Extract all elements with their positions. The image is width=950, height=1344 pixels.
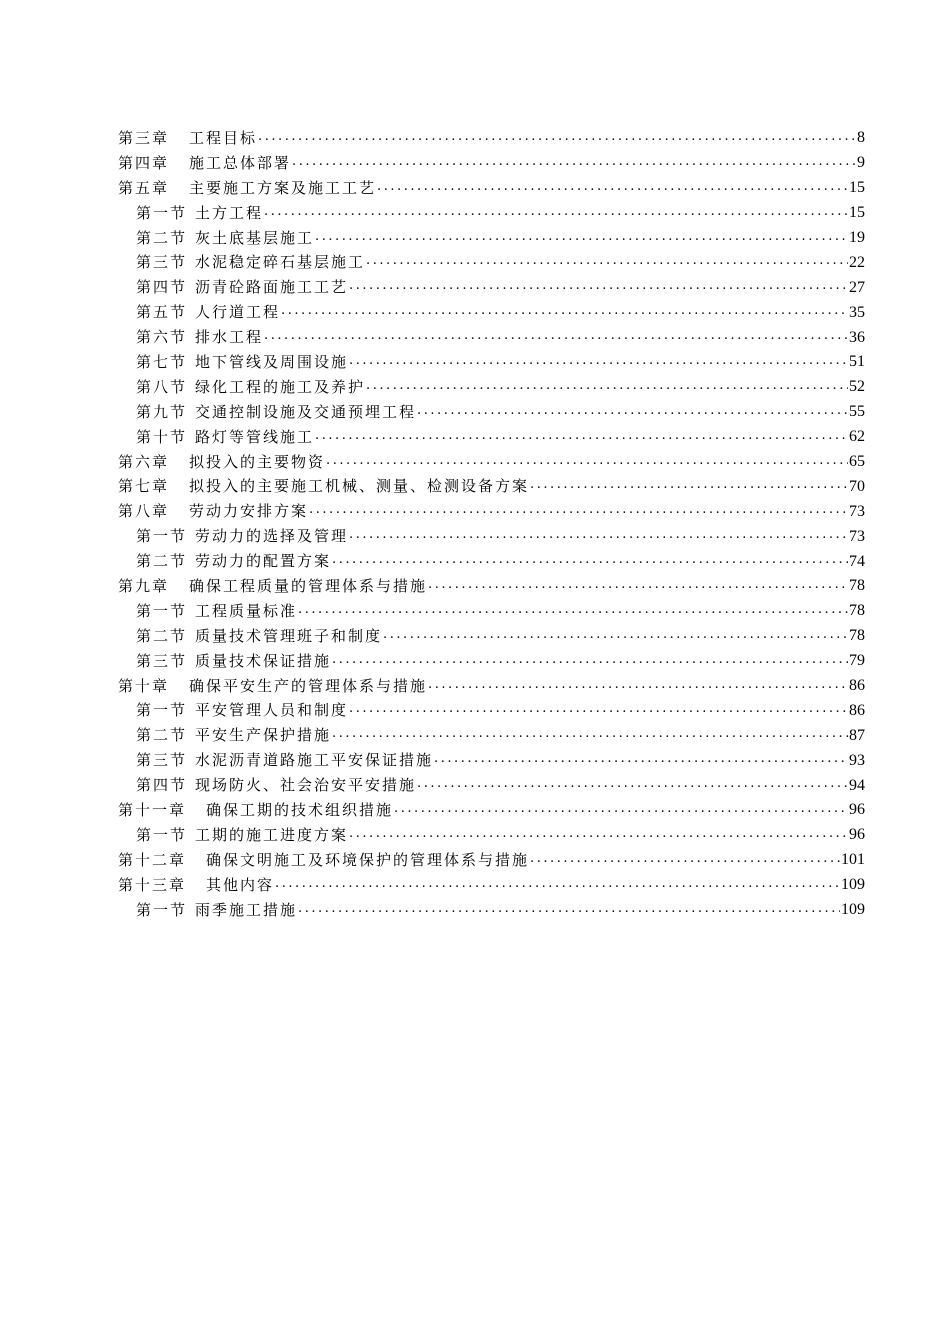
toc-entry-title: 绿化工程的施工及养护 bbox=[195, 377, 366, 396]
toc-entry-title: 灰土底基层施工 bbox=[195, 228, 315, 247]
toc-entry-page-number: 101 bbox=[841, 851, 865, 869]
toc-entry-page-number: 51 bbox=[849, 353, 865, 371]
toc-entry-title: 平安管理人员和制度 bbox=[195, 701, 349, 720]
toc-entry-page-number: 36 bbox=[849, 328, 865, 346]
toc-entry-section[interactable] bbox=[118, 201, 865, 226]
toc-entry-number: 第七章 bbox=[118, 477, 170, 496]
toc-entry-number: 第二节 bbox=[136, 552, 188, 571]
dot-leader bbox=[349, 354, 848, 371]
toc-entry-page-number: 35 bbox=[849, 303, 865, 321]
toc-entry-page-number: 15 bbox=[849, 179, 865, 197]
toc-entry-page-number: 8 bbox=[857, 129, 865, 147]
toc-entry-chapter[interactable] bbox=[118, 574, 865, 599]
toc-entry-number: 第一节 bbox=[136, 203, 188, 222]
dot-leader bbox=[349, 827, 848, 844]
dot-leader bbox=[326, 454, 848, 471]
dot-leader bbox=[349, 702, 848, 719]
toc-entry-number: 第九章 bbox=[118, 576, 170, 595]
toc-entry-title: 人行道工程 bbox=[195, 303, 281, 322]
dot-leader bbox=[366, 379, 848, 396]
toc-entry-title: 拟投入的主要施工机械、测量、检测设备方案 bbox=[189, 477, 530, 496]
dot-leader bbox=[315, 230, 848, 247]
toc-entry-title: 工程质量标准 bbox=[195, 601, 298, 620]
toc-entry-section[interactable] bbox=[118, 275, 865, 300]
toc-entry-number: 第一节 bbox=[136, 527, 188, 546]
toc-entry-title: 排水工程 bbox=[195, 328, 264, 347]
toc-entry-number: 第一节 bbox=[136, 701, 188, 720]
toc-entry-page-number: 87 bbox=[849, 726, 865, 744]
toc-entry-title: 质量技术保证措施 bbox=[195, 651, 332, 670]
dot-leader bbox=[281, 304, 848, 321]
toc-entry-number: 第十节 bbox=[136, 427, 188, 446]
dot-leader bbox=[366, 254, 848, 271]
toc-entry-number: 第三章 bbox=[118, 128, 170, 147]
toc-entry-chapter[interactable] bbox=[118, 151, 865, 176]
toc-entry-section[interactable] bbox=[118, 350, 865, 375]
toc-entry-number: 第十三章 bbox=[118, 875, 187, 894]
toc-entry-title: 沥青砼路面施工工艺 bbox=[195, 278, 349, 297]
toc-entry-title: 交通控制设施及交通预埋工程 bbox=[195, 402, 417, 421]
toc-entry-number: 第五章 bbox=[118, 178, 170, 197]
toc-entry-section[interactable] bbox=[118, 325, 865, 350]
toc-entry-title: 土方工程 bbox=[195, 203, 264, 222]
toc-entry-page-number: 109 bbox=[841, 901, 865, 919]
table-of-contents bbox=[118, 126, 865, 923]
dot-leader bbox=[349, 528, 848, 545]
toc-entry-page-number: 73 bbox=[849, 502, 865, 520]
toc-entry-page-number: 62 bbox=[849, 428, 865, 446]
toc-entry-page-number: 109 bbox=[841, 876, 865, 894]
toc-entry-title: 路灯等管线施工 bbox=[195, 427, 315, 446]
dot-leader bbox=[258, 130, 856, 147]
toc-entry-title: 现场防火、社会治安平安措施 bbox=[195, 776, 417, 795]
dot-leader bbox=[309, 503, 848, 520]
toc-entry-page-number: 52 bbox=[849, 378, 865, 396]
toc-entry-number: 第三节 bbox=[136, 651, 188, 670]
toc-entry-number: 第十二章 bbox=[118, 850, 187, 869]
toc-entry-title: 拟投入的主要物资 bbox=[189, 452, 326, 471]
dot-leader bbox=[349, 279, 848, 296]
toc-entry-page-number: 55 bbox=[849, 403, 865, 421]
toc-entry-number: 第五节 bbox=[136, 303, 188, 322]
toc-entry-section[interactable] bbox=[118, 250, 865, 275]
toc-entry-chapter[interactable] bbox=[118, 499, 865, 524]
toc-entry-title: 雨季施工措施 bbox=[195, 900, 298, 919]
toc-entry-section[interactable] bbox=[118, 698, 865, 723]
toc-entry-section[interactable] bbox=[118, 624, 865, 649]
toc-entry-page-number: 65 bbox=[849, 453, 865, 471]
toc-entry-page-number: 96 bbox=[849, 801, 865, 819]
toc-entry-page-number: 93 bbox=[849, 751, 865, 769]
toc-entry-number: 第四章 bbox=[118, 153, 170, 172]
toc-entry-chapter[interactable] bbox=[118, 848, 865, 873]
toc-entry-page-number: 86 bbox=[849, 701, 865, 719]
toc-entry-section[interactable] bbox=[118, 773, 865, 798]
dot-leader bbox=[275, 877, 840, 894]
toc-entry-number: 第一节 bbox=[136, 900, 188, 919]
toc-entry-number: 第二节 bbox=[136, 726, 188, 745]
toc-entry-number: 第八节 bbox=[136, 377, 188, 396]
toc-entry-section[interactable] bbox=[118, 748, 865, 773]
toc-entry-section[interactable] bbox=[118, 649, 865, 674]
toc-entry-number: 第七节 bbox=[136, 352, 188, 371]
toc-entry-number: 第四节 bbox=[136, 278, 188, 297]
toc-entry-title: 确保工程质量的管理体系与措施 bbox=[189, 576, 428, 595]
toc-entry-chapter[interactable] bbox=[118, 798, 865, 823]
toc-entry-number: 第六章 bbox=[118, 452, 170, 471]
toc-entry-chapter[interactable] bbox=[118, 126, 865, 151]
toc-entry-title: 劳动力的配置方案 bbox=[195, 552, 332, 571]
dot-leader bbox=[298, 902, 840, 919]
dot-leader bbox=[530, 852, 840, 869]
toc-entry-number: 第一节 bbox=[136, 601, 188, 620]
toc-entry-number: 第八章 bbox=[118, 502, 170, 521]
toc-entry-section[interactable] bbox=[118, 723, 865, 748]
toc-entry-chapter[interactable] bbox=[118, 474, 865, 499]
toc-entry-title: 主要施工方案及施工工艺 bbox=[189, 178, 377, 197]
toc-entry-number: 第十一章 bbox=[118, 800, 187, 819]
toc-entry-section[interactable] bbox=[118, 300, 865, 325]
toc-entry-number: 第九节 bbox=[136, 402, 188, 421]
dot-leader bbox=[417, 404, 848, 421]
toc-entry-title: 其他内容 bbox=[206, 875, 275, 894]
toc-entry-chapter[interactable] bbox=[118, 450, 865, 475]
toc-entry-section[interactable] bbox=[118, 375, 865, 400]
toc-entry-page-number: 70 bbox=[849, 477, 865, 495]
toc-entry-page-number: 78 bbox=[849, 602, 865, 620]
toc-entry-page-number: 96 bbox=[849, 826, 865, 844]
dot-leader bbox=[530, 478, 848, 495]
toc-entry-number: 第二节 bbox=[136, 626, 188, 645]
toc-entry-section[interactable] bbox=[118, 524, 865, 549]
toc-entry-section[interactable] bbox=[118, 898, 865, 923]
toc-entry-page-number: 86 bbox=[849, 677, 865, 695]
toc-entry-page-number: 94 bbox=[849, 776, 865, 794]
toc-entry-section[interactable] bbox=[118, 599, 865, 624]
toc-entry-section[interactable] bbox=[118, 823, 865, 848]
toc-entry-title: 劳动力的选择及管理 bbox=[195, 527, 349, 546]
toc-entry-page-number: 78 bbox=[849, 627, 865, 645]
toc-entry-section[interactable] bbox=[118, 400, 865, 425]
dot-leader bbox=[332, 727, 848, 744]
toc-entry-title: 质量技术管理班子和制度 bbox=[195, 626, 383, 645]
toc-entry-chapter[interactable] bbox=[118, 674, 865, 699]
toc-entry-page-number: 9 bbox=[857, 154, 865, 172]
toc-entry-title: 确保文明施工及环境保护的管理体系与措施 bbox=[206, 850, 530, 869]
toc-entry-chapter[interactable] bbox=[118, 873, 865, 898]
toc-entry-page-number: 78 bbox=[849, 577, 865, 595]
dot-leader bbox=[394, 802, 848, 819]
dot-leader bbox=[298, 603, 848, 620]
toc-entry-title: 劳动力安排方案 bbox=[189, 502, 309, 521]
dot-leader bbox=[377, 180, 848, 197]
dot-leader bbox=[428, 678, 848, 695]
toc-entry-title: 平安生产保护措施 bbox=[195, 726, 332, 745]
toc-entry-number: 第三节 bbox=[136, 253, 188, 272]
toc-entry-number: 第二节 bbox=[136, 228, 188, 247]
dot-leader bbox=[264, 329, 848, 346]
dot-leader bbox=[383, 628, 848, 645]
toc-entry-title: 工程目标 bbox=[189, 128, 258, 147]
toc-entry-section[interactable] bbox=[118, 226, 865, 251]
toc-entry-page-number: 73 bbox=[849, 527, 865, 545]
toc-entry-title: 水泥稳定碎石基层施工 bbox=[195, 253, 366, 272]
dot-leader bbox=[315, 429, 848, 446]
toc-entry-title: 施工总体部署 bbox=[189, 153, 292, 172]
dot-leader bbox=[332, 653, 848, 670]
toc-entry-page-number: 27 bbox=[849, 278, 865, 296]
toc-entry-number: 第十章 bbox=[118, 676, 170, 695]
dot-leader bbox=[428, 578, 848, 595]
toc-entry-number: 第四节 bbox=[136, 776, 188, 795]
toc-entry-number: 第三节 bbox=[136, 751, 188, 770]
toc-entry-title: 确保平安生产的管理体系与措施 bbox=[189, 676, 428, 695]
toc-entry-title: 确保工期的技术组织措施 bbox=[206, 800, 394, 819]
dot-leader bbox=[264, 205, 848, 222]
toc-entry-page-number: 79 bbox=[849, 652, 865, 670]
toc-entry-number: 第一节 bbox=[136, 825, 188, 844]
toc-entry-section[interactable] bbox=[118, 549, 865, 574]
toc-entry-number: 第六节 bbox=[136, 328, 188, 347]
toc-entry-section[interactable] bbox=[118, 425, 865, 450]
toc-entry-chapter[interactable] bbox=[118, 176, 865, 201]
toc-entry-page-number: 15 bbox=[849, 204, 865, 222]
toc-entry-title: 水泥沥青道路施工平安保证措施 bbox=[195, 751, 434, 770]
dot-leader bbox=[417, 777, 848, 794]
toc-entry-page-number: 74 bbox=[849, 552, 865, 570]
toc-entry-title: 地下管线及周围设施 bbox=[195, 352, 349, 371]
dot-leader bbox=[332, 553, 848, 570]
toc-entry-page-number: 22 bbox=[849, 253, 865, 271]
toc-entry-page-number: 19 bbox=[849, 229, 865, 246]
dot-leader bbox=[434, 752, 848, 769]
dot-leader bbox=[292, 155, 856, 172]
toc-entry-title: 工期的施工进度方案 bbox=[195, 825, 349, 844]
